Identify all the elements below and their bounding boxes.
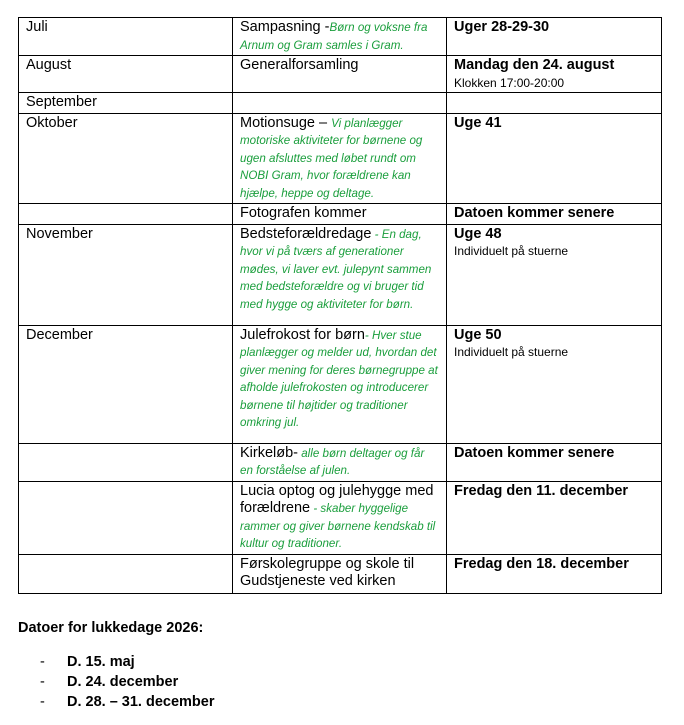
table-row bbox=[19, 481, 662, 554]
activity-text: Motionsuge – bbox=[240, 114, 332, 131]
table-row bbox=[19, 325, 662, 443]
date-text: Mandag den 24. august bbox=[454, 57, 615, 73]
table-row bbox=[19, 18, 662, 56]
closing-days-heading: Datoer for lukkedage 2026: bbox=[18, 620, 204, 636]
date-cell bbox=[447, 481, 662, 554]
activity-text: Fotografen kommer bbox=[240, 205, 367, 221]
date-cell bbox=[447, 18, 662, 56]
activity-text: Sampasning - bbox=[240, 19, 330, 35]
date-text: Datoen kommer senere bbox=[454, 444, 615, 461]
date-subtext: Individuelt på stuerne bbox=[454, 345, 569, 359]
date-cell bbox=[447, 224, 662, 325]
date-text: Fredag den 18. december bbox=[454, 555, 629, 572]
month-cell: Juli bbox=[19, 18, 233, 56]
activity-note: - skaber hyggelige rammer og giver børnene kendskab til kultur og traditioner. bbox=[240, 502, 436, 550]
activity-cell bbox=[233, 204, 447, 225]
activity-note: Vi planlægger motoriske aktiviteter for børnene og ugen afsluttes med løbet rundt om NOBI Gram, hvor forældrene kan hjælpe, heppe og deltage. bbox=[240, 116, 423, 200]
list-item bbox=[40, 692, 215, 712]
date-cell bbox=[447, 325, 662, 443]
activity-text: Julefrokost for børn bbox=[240, 326, 365, 343]
month-cell bbox=[19, 554, 233, 593]
month-cell: December bbox=[19, 325, 233, 443]
activity-cell bbox=[233, 554, 447, 593]
table-row bbox=[19, 113, 662, 204]
table-row bbox=[19, 204, 662, 225]
date-text: Uge 50 bbox=[454, 326, 502, 343]
date-cell bbox=[447, 554, 662, 593]
bullet-dash: - bbox=[40, 674, 45, 690]
date-subtext: Individuelt på stuerne bbox=[454, 244, 569, 258]
closing-date: D. 15. maj bbox=[67, 654, 135, 670]
list-item bbox=[40, 672, 215, 692]
table-row bbox=[19, 56, 662, 93]
activity-cell bbox=[233, 93, 447, 114]
date-cell bbox=[447, 93, 662, 114]
closing-date: D. 28. – 31. december bbox=[67, 694, 215, 710]
table-row bbox=[19, 93, 662, 114]
date-subtext: Klokken 17:00-20:00 bbox=[454, 75, 565, 90]
date-text: Uge 48 bbox=[454, 225, 502, 242]
activity-cell bbox=[233, 481, 447, 554]
month-cell bbox=[19, 481, 233, 554]
month-cell: Oktober bbox=[19, 113, 233, 204]
activity-text: Bedsteforældredage bbox=[240, 225, 372, 242]
activity-cell bbox=[233, 325, 447, 443]
activity-text: Generalforsamling bbox=[240, 57, 359, 73]
list-item bbox=[40, 652, 215, 672]
activity-note: alle børn deltager og får en forståelse af julen. bbox=[240, 446, 425, 477]
activity-cell bbox=[233, 224, 447, 325]
month-cell: August bbox=[19, 56, 233, 93]
table-row bbox=[19, 443, 662, 481]
month-cell bbox=[19, 204, 233, 225]
activity-cell bbox=[233, 113, 447, 204]
activity-cell bbox=[233, 443, 447, 481]
date-cell bbox=[447, 204, 662, 225]
date-cell bbox=[447, 56, 662, 93]
bullet-dash: - bbox=[40, 694, 45, 710]
date-cell bbox=[447, 443, 662, 481]
month-cell: November bbox=[19, 224, 233, 325]
date-text: Datoen kommer senere bbox=[454, 205, 615, 221]
month-cell: September bbox=[19, 93, 233, 114]
activity-text: Lucia optog og julehygge med forældrene bbox=[240, 482, 434, 516]
table-row bbox=[19, 224, 662, 325]
date-text: Uger 28-29-30 bbox=[454, 19, 550, 35]
activity-text: Førskolegruppe og skole til Gudstjeneste ved kirken bbox=[240, 555, 415, 589]
activity-note: Børn og voksne fra Arnum og Gram samles i Gram. bbox=[240, 21, 428, 52]
activity-note: - Hver stue planlægger og melder ud, hvordan det giver mening for deres børnegruppe at afholde julefrokosten og introducerer børnene til højtider og traditioner omkring jul. bbox=[240, 328, 438, 429]
activity-text: Kirkeløb- bbox=[240, 444, 299, 461]
closing-days-list bbox=[40, 652, 215, 712]
activity-cell bbox=[233, 56, 447, 93]
activity-note: - En dag, hvor vi på tværs af generationer mødes, vi laver evt. julepynt sammen med bedsteforældre og vi bruger tid med hygge og aktiviteter for børn. bbox=[240, 227, 432, 311]
closing-date: D. 24. december bbox=[67, 674, 179, 690]
date-text: Fredag den 11. december bbox=[454, 482, 629, 499]
month-cell bbox=[19, 443, 233, 481]
date-text: Uge 41 bbox=[454, 114, 502, 131]
date-cell bbox=[447, 113, 662, 204]
activity-cell bbox=[233, 18, 447, 56]
activity-schedule-table bbox=[18, 17, 662, 594]
bullet-dash: - bbox=[40, 654, 45, 670]
table-row bbox=[19, 554, 662, 593]
